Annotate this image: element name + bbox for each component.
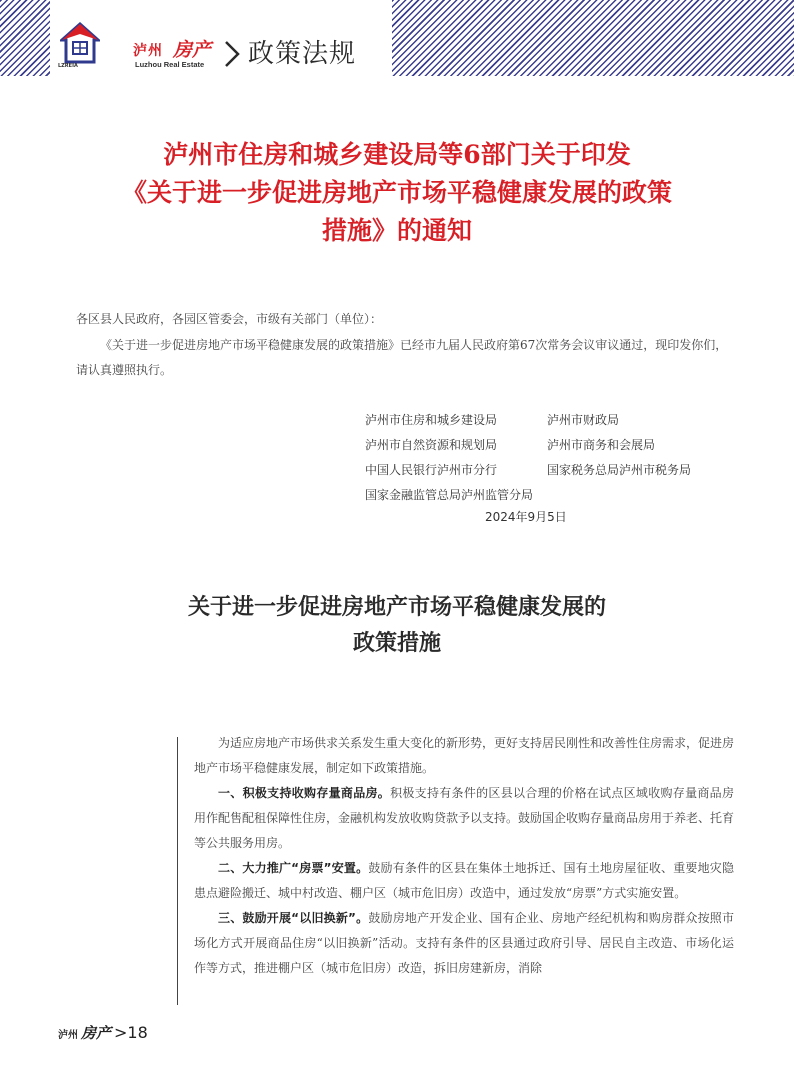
section-title: 政策法规: [248, 39, 357, 69]
paragraph-text: 鼓励有条件的区县在集体土地拆迁、国有土地房屋征收、重要地灾隐患点避险搬迁、城中村改造、棚户区（城市危旧房）改造中，通过发放“房票”方式实施安置。: [194, 861, 734, 900]
vertical-rule: [177, 737, 178, 1005]
notice-body: [76, 333, 736, 383]
issue-date: 2024年9月5日: [485, 510, 567, 524]
measures-title: [60, 590, 734, 662]
paragraph-text: 为适应房地产市场供求关系发生重大变化的新形势，更好支持居民刚性和改善性住房需求，促进房地产市场平稳健康发展，制定如下政策措施。: [194, 736, 735, 775]
notice-body-paragraph: 《关于进一步促进房地产市场平稳健康发展的政策措施》已经市九届人民政府第67次常务会议审议通过，现印发你们，请认真遵照执行。: [76, 338, 728, 377]
header-stripe-right: [392, 0, 794, 76]
footer-city: 泸州: [58, 1030, 78, 1041]
brand-city: 泸州: [133, 43, 163, 59]
notice-title-line: 泸州市住房和城乡建设局等6部门关于印发: [163, 140, 631, 169]
notice-title: [60, 136, 734, 250]
issuer-name: 国家税务总局泸州市税务局: [547, 463, 692, 477]
logo-subtext: LZREIA: [58, 63, 78, 69]
notice-addressee: 各区县人民政府，各园区管委会，市级有关部门（单位）：: [76, 312, 383, 326]
issuer-name: 泸州市财政局: [547, 413, 620, 427]
issuer-name: 泸州市自然资源和规划局: [365, 438, 498, 452]
paragraph-text: 鼓励房地产开发企业、国有企业、房地产经纪机构和购房群众按照市场化方式开展商品住房“以旧换新”活动。支持有条件的区县通过政府引导、居民自主改造、市场化运作等方式，推进棚户区（城市危旧房）改造，拆旧房建新房，消除: [194, 911, 734, 975]
page-footer: [58, 1022, 148, 1043]
brand-english: Luzhou Real Estate: [135, 60, 205, 69]
measures-paragraph: [194, 906, 734, 981]
measures-title-line: 关于进一步促进房地产市场平稳健康发展的: [187, 595, 606, 620]
issuer-row: [365, 433, 765, 458]
measures-title-line: 政策措施: [352, 631, 441, 656]
issuer-row: [365, 458, 765, 483]
notice-title-line: 措施》的通知: [321, 216, 472, 245]
issuer-name: 泸州市住房和城乡建设局: [365, 413, 498, 427]
issuer-list: [365, 408, 765, 508]
measures-paragraph: [194, 856, 734, 906]
measures-body: [194, 731, 734, 981]
footer-magazine: 房产: [81, 1024, 112, 1042]
paragraph-text: 积极支持有条件的区县以合理的价格在试点区域收购存量商品房用作配售配租保障性住房，金融机构发放收购贷款予以支持。鼓励国企收购存量商品房用于养老、托育等公共服务用房。: [194, 786, 735, 850]
measures-paragraph: [194, 731, 734, 781]
notice-title-line: 《关于进一步促进房地产市场平稳健康发展的政策: [121, 178, 672, 207]
chevron-right-icon: [222, 40, 242, 68]
paragraph-lead: 一、积极支持收购存量商品房。: [218, 786, 391, 800]
issuer-name: 中国人民银行泸州市分行: [365, 463, 498, 477]
measures-paragraph: [194, 781, 734, 856]
paragraph-lead: 二、大力推广“房票”安置。: [218, 861, 369, 875]
issuer-name: 国家金融监管总局泸州监管分局: [365, 488, 534, 502]
issuer-name: 泸州市商务和会展局: [547, 438, 656, 452]
header-stripe-left: [0, 0, 50, 76]
page-number: >18: [114, 1023, 148, 1042]
issuer-row: [365, 408, 765, 433]
brand-magazine: 房产: [173, 39, 212, 61]
issuer-row: [365, 483, 765, 508]
paragraph-lead: 三、鼓励开展“以旧换新”。: [218, 911, 369, 925]
